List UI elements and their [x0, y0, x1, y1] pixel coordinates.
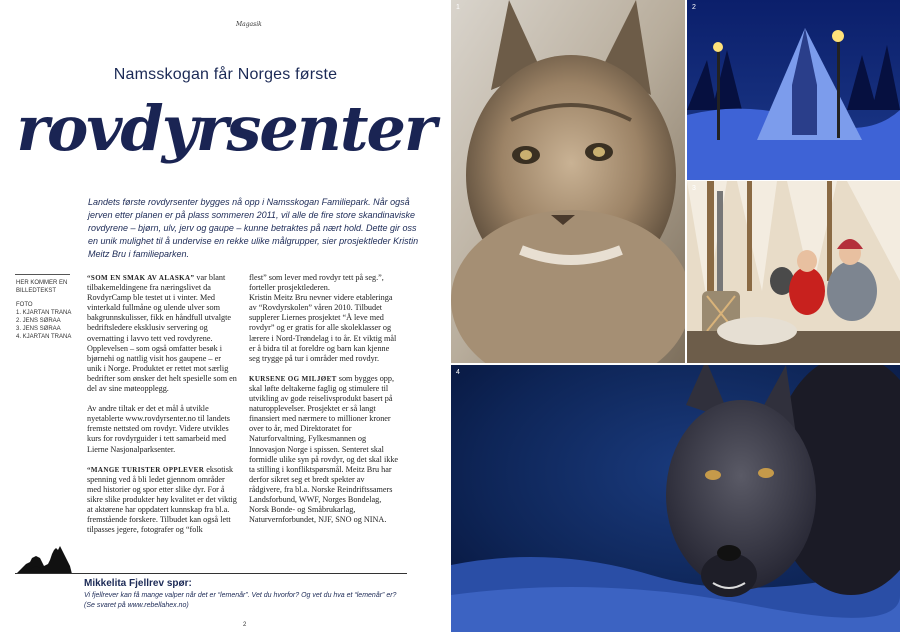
photo-credit: 4. KJARTAN TRANA [16, 334, 72, 340]
body-paragraph: Kristin Meitz Bru nevner videre etableringa av “Rovdyrskolen” våren 2010. Tilbudet supplerer Liernes prosjektet “Å leve med rovdyr” og er gratis for alle skoleklasser og lærere i Nord-Trøndelag i to år. Et viktig mål er å bidra til at foreldre og barn kan kjenne seg trygge på tur i områder med rovdyr. [249, 293, 397, 363]
body-paragraph: “SOM EN SMAK AV ALASKA” var blant tilbakemeldingene fra næringslivet da RovdyrCamp ble testet ut i vinter. Med vinterkald fullmåne og ulende ulver som bakgrunnskulisser, fikk en håndfull utvalgte bedriftsledere eksklusiv servering og overnatting i lavvo tett ved rovdyrene. Opplevelsen – som også omfatter besøk i bjørnehi og nattlig visit hos gaupene – er unik i Norge. Produktet er rettet mot særlig bedrifter som ønsker det helt spesielle som en del av sine møteopplegg. [87, 273, 237, 394]
article-headline: rovdyrsenter [16, 92, 435, 165]
foto-label: FOTO [16, 302, 33, 308]
photo-number: 2 [692, 4, 696, 11]
body-column-1 [87, 273, 237, 545]
wolf-image [451, 365, 900, 632]
right-page [451, 0, 900, 632]
magazine-logo: Magasik [236, 21, 262, 28]
photo-credit: 2. JENS SØRAA [16, 318, 61, 324]
caption-divider [15, 274, 70, 275]
photo-captions [16, 279, 76, 341]
photo-lavvo-night [687, 0, 900, 180]
photo-number: 1 [456, 4, 460, 11]
run-in-heading: KURSENE OG MILJØET [249, 374, 337, 383]
caption-line: BILLEDTEKST [16, 288, 57, 294]
body-paragraph: flest” som lever med rovdyr tett på seg.”, forteller prosjektlederen. [249, 273, 384, 293]
article-lead: Landets første rovdyrsenter bygges nå opp i Namsskogan Familiepark. Når også jerven etter planen er på plass sommeren 2011, vil alle de fire store skandinaviske rovdyrene – bjørn, ulv, jerv og gaupe – kunne betraktes på nært hold. Dette gir oss en unik mulighet til å undervise en rekke ulike målgrupper, sier prosjektleder Kristin Meitz Bru i familieparken. [88, 197, 419, 259]
photo-people-lavvo [687, 181, 900, 363]
body-column-2 [249, 273, 399, 535]
body-paragraph: KURSENE OG MILJØET som bygges opp, skal løfte deltakerne faglig og stimulere til utvikling av gode reiselivsprodukt basert på naturopplevelser. Prosjektet er så langt finansiert med nærmere to millioner kroner over to år, med Direktoratet for Naturforvaltning, Fylkesmannen og Innovasjon Norge i spissen. Senteret skal formidle ulike syn på rovdyr, og det skal ikke ta stilling i konfliktspørsmål. Meitz Bru har derfor sikret seg et bredt spekter av rådgivere, fra bl.a. Norske Reindriftssamers Landsforbund, WWF, Norges Bondelag, Norsk Bonde- og Småbrukarlag, Naturvernforbundet, NJF, SNO og NINA. [249, 373, 399, 525]
run-in-heading: “MANGE TURISTER OPPLEVER [87, 465, 205, 474]
body-paragraph: “MANGE TURISTER OPPLEVER eksotisk spenning ved å bli ledet gjennom områder med historier og spor etter slike dyr. For å sikre slike produkter høy kvalitet er det viktig at aktørene har oppdatert kunnskap fra bl.a. fremstående forskere. Tilbudet kan også lett tilpasses jegere, fotografer og “folk [87, 464, 237, 535]
lynx-image [451, 0, 685, 363]
people-lavvo-image [687, 181, 900, 363]
run-in-heading: “SOM EN SMAK AV ALASKA” [87, 274, 195, 282]
photo-number: 4 [456, 369, 460, 376]
lavvo-night-image [687, 0, 900, 180]
photo-lynx [451, 0, 685, 363]
page-number: 2 [243, 622, 247, 628]
ask-box-body: Vi fjellrever kan få mange valper når det er “lemenår”. Vet du hvorfor? Og vet du hva et “lemenår” er? (Se svaret på www.rebellahex.no) [84, 592, 397, 609]
wolf-silhouette-icon [14, 540, 74, 576]
ask-box-title: Mikkelita Fjellrev spør: [84, 578, 192, 589]
body-paragraph: Av andre tiltak er det et mål å utvikle nyetablerte www.rovdyrsenter.no til landets fremste nettsted om rovdyr. Videre utvikles kurs for rovdyrguider i tett samarbeid med Lierne Nasjonalparksenter. [87, 404, 230, 454]
photo-wolf [451, 365, 900, 632]
caption-line: HER KOMMER EN [16, 280, 68, 286]
footer-divider [15, 573, 407, 574]
article-subtitle: Namsskogan får Norges første [113, 66, 338, 83]
photo-number: 3 [692, 185, 696, 192]
photo-credit: 3. JENS SØRAA [16, 326, 61, 332]
photo-credit: 1. KJARTAN TRANA [16, 310, 72, 316]
